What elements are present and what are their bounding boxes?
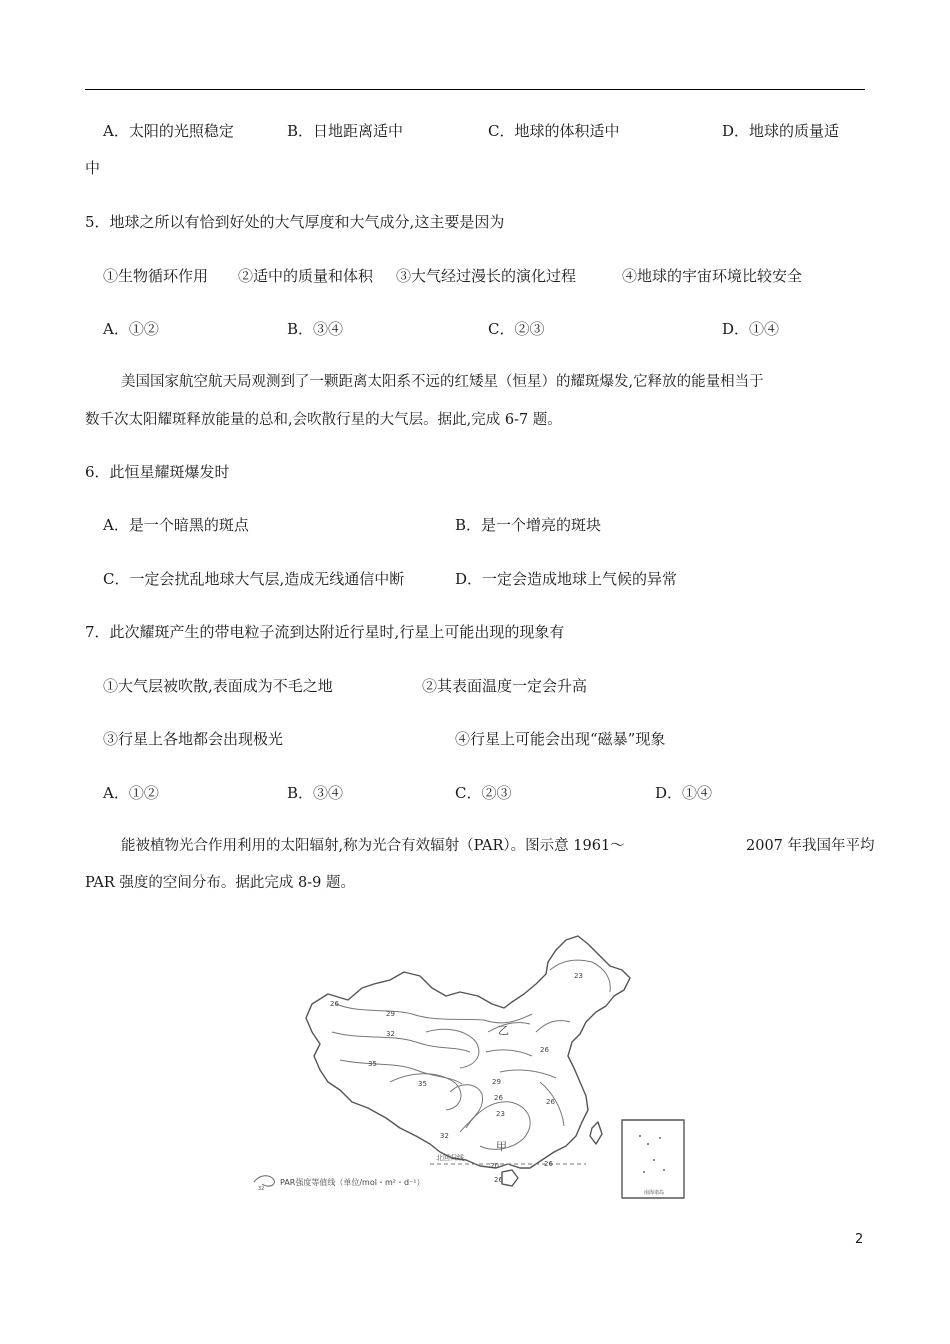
label-32b: 32: [440, 1132, 449, 1140]
page-number: 2: [855, 1232, 864, 1247]
taiwan-island: [590, 1122, 602, 1144]
q5-item-1: ①生物循环作用: [103, 267, 209, 285]
header-rule: [85, 89, 865, 90]
label-tropic: 北回归线: [436, 1154, 464, 1162]
q6-option-b: B．是一个增亮的斑块: [455, 516, 602, 534]
label-26c: 26: [494, 1094, 503, 1102]
label-26a: 26: [330, 1000, 339, 1008]
label-jia: 甲: [496, 1140, 507, 1153]
q5-option-a: A．①②: [103, 320, 159, 338]
label-35a: 35: [368, 1060, 377, 1068]
q4-option-a: A．太阳的光照稳定: [103, 122, 234, 140]
q4-option-d-wrap: 中: [85, 159, 101, 177]
label-29b: 29: [492, 1078, 501, 1086]
label-32a: 32: [386, 1030, 395, 1038]
label-26f: 26: [494, 1176, 503, 1184]
passage2-line1a: 能被植物光合作用利用的太阳辐射,称为光合有效辐射（PAR）。图示意 1961～: [121, 838, 625, 854]
q7-stem: 7．此次耀斑产生的带电粒子流到达附近行星时,行星上可能出现的现象有: [85, 623, 565, 641]
q7-item-2: ②其表面温度一定会升高: [422, 677, 588, 695]
q7-option-c: C．②③: [455, 784, 512, 802]
label-26d: 26: [546, 1098, 555, 1106]
q5-item-2: ②适中的质量和体积: [238, 267, 374, 285]
q5-stem: 5．地球之所以有恰到好处的大气厚度和大气成分,这主要是因为: [85, 213, 505, 231]
legend-sample-value: 32: [258, 1186, 265, 1192]
q7-item-1: ①大气层被吹散,表面成为不毛之地: [103, 677, 333, 695]
par-map-figure: [240, 932, 700, 1202]
passage2-line1b: 2007 年我国年平均: [746, 838, 875, 854]
passage1-line1: 美国国家航空航天局观测到了一颗距离太阳系不远的红矮星（恒星）的耀斑爆发,它释放的能量相当于: [121, 374, 764, 390]
q4-option-c: C．地球的体积适中: [488, 122, 620, 140]
q5-item-4: ④地球的宇宙环境比较安全: [622, 267, 803, 285]
q7-option-b: B．③④: [287, 784, 344, 802]
q5-option-c: C．②③: [488, 320, 545, 338]
q4-option-b: B．日地距离适中: [287, 122, 404, 140]
label-23b: 23: [496, 1110, 505, 1118]
q7-option-d: D．①④: [655, 784, 713, 802]
q6-option-a: A．是一个暗黑的斑点: [103, 516, 249, 534]
label-35b: 35: [418, 1080, 427, 1088]
passage1-line2: 数千次太阳耀斑释放能量的总和,会吹散行星的大气层。据此,完成 6-7 题。: [85, 412, 562, 428]
q5-item-3: ③大气经过漫长的演化过程: [396, 267, 577, 285]
q6-stem: 6．此恒星耀斑爆发时: [85, 463, 230, 481]
hainan-island: [502, 1170, 518, 1186]
label-26b: 26: [540, 1046, 549, 1054]
label-26e: 26: [544, 1160, 553, 1168]
q7-option-a: A．①②: [103, 784, 159, 802]
map-legend-text: PAR强度等值线（单位/mol・m²・d⁻¹）: [280, 1178, 425, 1187]
q6-option-d: D．一定会造成地球上气候的异常: [455, 570, 678, 588]
q6-option-c: C．一定会扰乱地球大气层,造成无线通信中断: [103, 570, 405, 588]
q5-option-d: D．①④: [722, 320, 780, 338]
passage2-line2: PAR 强度的空间分布。据此完成 8-9 题。: [85, 875, 355, 891]
label-20: 20: [490, 1162, 499, 1170]
q7-item-4: ④行星上可能会出现“磁暴”现象: [455, 730, 666, 748]
label-29a: 29: [386, 1010, 395, 1018]
q5-option-b: B．③④: [287, 320, 344, 338]
q7-item-3: ③行星上各地都会出现极光: [103, 730, 284, 748]
south-china-sea-inset: [622, 1120, 684, 1198]
label-inset: 南海诸岛: [644, 1190, 665, 1196]
country-outline: [306, 936, 630, 1168]
label-yi: 乙: [498, 1024, 509, 1037]
q4-option-d: D．地球的质量适: [722, 122, 840, 140]
china-par-map: [240, 932, 700, 1202]
label-23a: 23: [574, 972, 583, 980]
legend-isoline-icon: [254, 1176, 274, 1186]
